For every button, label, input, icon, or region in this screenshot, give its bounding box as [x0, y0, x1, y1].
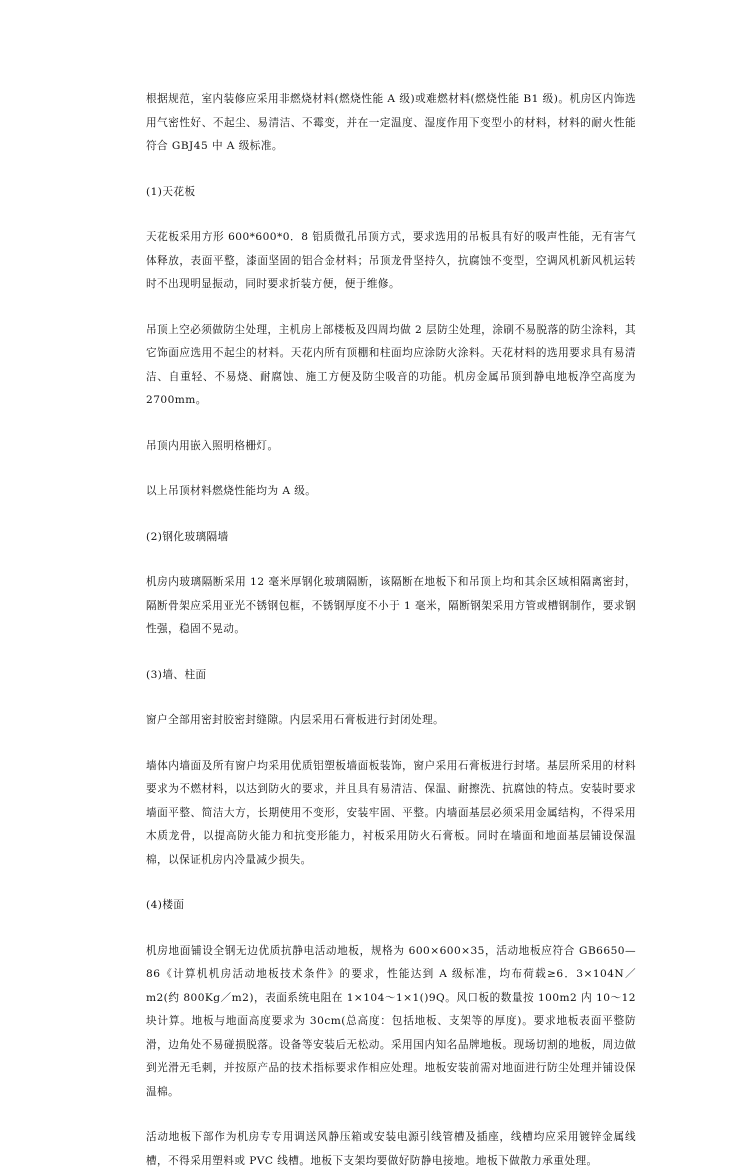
- glass-partition-paragraph: 机房内玻璃隔断采用 12 毫米厚钢化玻璃隔断，该隔断在地板下和吊顶上均和其余区域相隔离密封，隔断骨架应采用亚光不锈钢包框，不锈钢厚度不小于 1 毫米，隔断钢架采用方管或槽钢制作，要求钢性强，稳固不晃动。: [146, 576, 636, 635]
- ceiling-paragraph-3: 吊顶内用嵌入照明格栅灯。: [146, 439, 279, 452]
- ceiling-paragraph-1: 天花板采用方形 600*600*0．8 铝质微孔吊顶方式，要求选用的吊板具有好的吸声性能，无有害气体释放，表面平整，漆面坚固的铝合金材料；吊顶龙骨坚持久，抗腐蚀不变型，空调风机新风机运转时不出现明显振动，同时要求折装方便，便于维修。: [146, 231, 636, 290]
- floor-paragraph-1: 机房地面铺设全钢无边优质抗静电活动地板，规格为 600×600×35，活动地板应符合 GB6650—86《计算机机房活动地板技术条件》的要求，性能达到 A 级标准，均布荷载≥6．3×104N／m2(约 800Kg／m2)，表面系统电阻在 1×104～1×1()9Q。风口板的数量按 100m2 内 10～12 块计算。地板与地面高度要求为 30cm(总高度：包括地板、支架等的厚度)。要求地板表面平整防滑，边角处不易碰损脱落。设备等安装后无松动。采用国内知名品牌地板。现场切割的地板，周边做到光滑无毛刺，并按原产品的技术指标要求作相应处理。地板安装前需对地面进行防尘处理并铺设保温棉。: [146, 944, 636, 1098]
- section-heading-glass-partition: (2)钢化玻璃隔墙: [146, 530, 229, 543]
- ceiling-paragraph-2: 吊顶上空必须做防尘处理，主机房上部楼板及四周均做 2 层防尘处理，涂刷不易脱落的防尘涂料，其它饰面应选用不起尘的材料。天花内所有顶棚和柱面均应涂防火涂料。天花材料的选用要求具有易清洁、自重轻、不易烧、耐腐蚀、施工方便及防尘吸音的功能。机房金属吊顶到静电地板净空高度为 2700mm。: [146, 323, 636, 406]
- section-heading-floor: (4)楼面: [146, 899, 185, 911]
- intro-paragraph: 根据规范，室内装修应采用非燃烧材料(燃烧性能 A 级)或难燃材料(燃烧性能 B1 级)。机房区内饰选用气密性好、不起尘、易清洁、不霉变，并在一定温度、湿度作用下变型小的材料，材料的耐火性能符合 GBJ45 中 A 级标准。: [146, 93, 636, 152]
- section-heading-walls: (3)墙、柱面: [146, 668, 207, 681]
- floor-paragraph-2: 活动地板下部作为机房专专用调送风静压箱或安装电源引线管槽及插座，线槽均应采用镀锌金属线槽，不得采用塑料或 PVC 线槽。地板下支架均要做好防静电接地。地板下做散力承重处理。: [146, 1131, 636, 1167]
- walls-paragraph-1: 窗户全部用密封胶密封缝隙。内层采用石膏板进行封闭处理。: [146, 714, 445, 726]
- ceiling-paragraph-4: 以上吊顶材料燃烧性能均为 A 级。: [146, 485, 317, 497]
- walls-paragraph-2: 墙体内墙面及所有窗户均采用优质铝塑板墙面板装饰，窗户采用石膏板进行封堵。基层所采用的材料要求为不燃材料，以达到防火的要求，并且具有易清洁、保温、耐擦洗、抗腐蚀的特点。安装时要求墙面平整、简洁大方，长期使用不变形，安装牢固、平整。内墙面基层必须采用金属结构，不得采用木质龙骨，以提高防火能力和抗变形能力，衬板采用防火石膏板。同时在墙面和地面基层铺设保温棉，以保证机房内冷量减少损失。: [146, 759, 636, 866]
- section-heading-ceiling: (1)天花板: [146, 185, 196, 198]
